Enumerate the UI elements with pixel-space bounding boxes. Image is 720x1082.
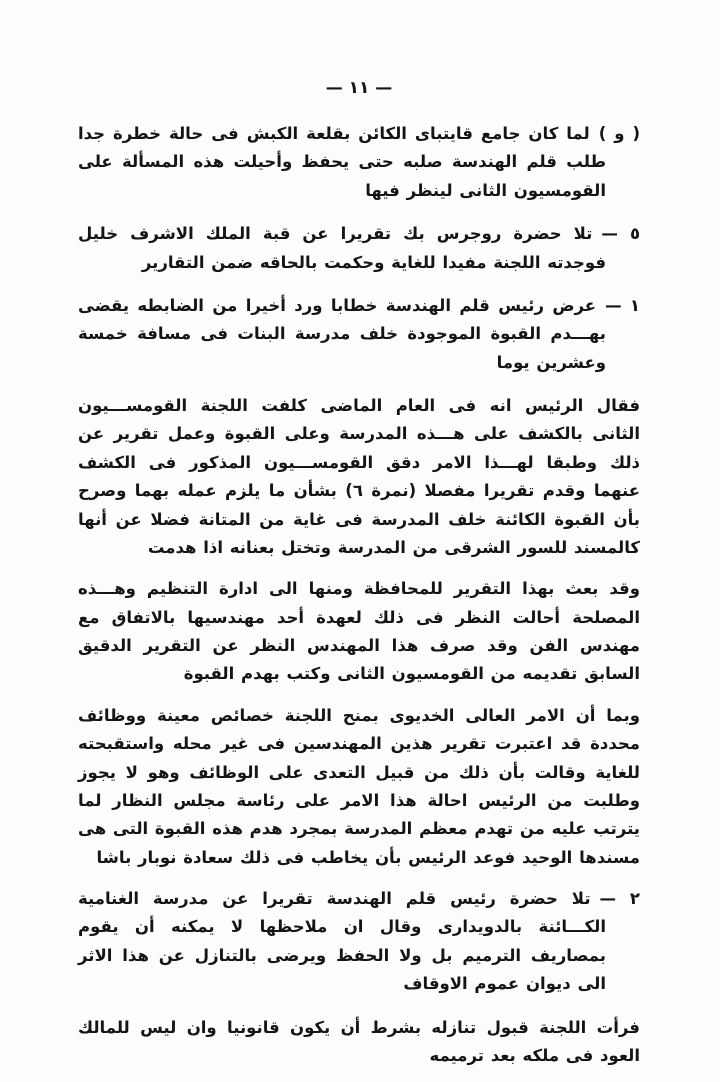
paragraph-body-3 bbox=[78, 702, 640, 872]
item-marker: ٥ — bbox=[601, 224, 641, 244]
paragraph-item-1 bbox=[78, 292, 640, 377]
paragraph-text: عرض رئيس قلم الهندسة خطابا ورد أخيرا من الضابطه يقضى بهـــدم القبوة الموجودة خلف مدرسة البنات فى مسافة خمسة وعشرين يوما bbox=[78, 295, 606, 372]
paragraph-item-2 bbox=[78, 885, 640, 999]
paragraph-text: لما كان جامع قايتباى الكائن بقلعة الكبش فى حالة خطرة جدا طلب قلم الهندسة صلبه حتى يحفظ وأحيلت هذه المسألة على القومسيون الثانى لينظر فيها bbox=[78, 124, 606, 200]
paragraph-text: وبما أن الامر العالى الخديوى بمنح اللجنة خصائص معينة ووظائف محددة قد اعتبرت تقرير هذين المهندسين فى غير محله واستقبحته للغاية وقالت بأن ذلك من قبيل التعدى على الوظائف وهو لا يجوز وطلبت من الرئيس احالة هذا الامر على رئاسة مجلس النظار لما يترتب عليه من تهدم معظم المدرسة بمجرد هدم هذه القبوة التى هى مسندها الوحيد فوعد الرئيس بأن يخاطب فى ذلك سعادة نوبار باشا bbox=[78, 705, 640, 867]
paragraph-text: فرأت اللجنة قبول تنازله بشرط أن يكون قانونيا وان ليس للمالك العود فى ملكه بعد ترميمه bbox=[78, 1017, 640, 1065]
item-marker: ١ — bbox=[605, 295, 640, 315]
paragraph-text: تلا حضرة روجرس بك تقريرا عن قبة الملك الاشرف خليل فوجدته اللجنة مفيدا للغاية وحكمت بالحاقه ضمن التقارير bbox=[78, 224, 606, 272]
paragraph-body-2 bbox=[78, 575, 640, 689]
paragraph-text: فقال الرئيس انه فى العام الماضى كلفت اللجنة القومســـيون الثانى بالكشف على هـــذه المدرسة وعلى القبوة وعمل تقرير عن ذلك وطبقا لهـــذا الامر دقق القومســـيون المذكور فى الكشف عنهما وقدم تقريرا مفصلا (نمرة ٦) بشأن ما يلزم عمله بهما وصرح بأن القبوة الكائنة خلف المدرسة فى غاية من المتانة فضلا عن أنها كالمسند للسور الشرقى من المدرسة وتختل بعنانه اذا هدمت bbox=[78, 396, 640, 557]
item-marker: ( و ) bbox=[598, 124, 641, 143]
paragraph-item-5 bbox=[78, 220, 640, 277]
paragraph-item-waw bbox=[78, 120, 640, 205]
item-marker: ٢ — bbox=[599, 889, 640, 908]
paragraph-text: تلا حضرة رئيس قلم الهندسة تقريرا عن مدرسة الغنامية الكـــائنة بالدويدارى وقال ان ملاحظها لا يمكنه أن يقوم بمصاريف الترميم بل ولا الحفظ ويرضى بالتنازل عن هذا الاثر الى ديوان عموم الاوقاف bbox=[78, 889, 606, 994]
paragraph-body-1 bbox=[78, 392, 640, 562]
paragraph-body-4 bbox=[78, 1014, 640, 1071]
page-number: — ١١ — bbox=[325, 78, 393, 98]
paragraph-text: وقد بعث بهذا التقرير للمحافظة ومنها الى ادارة التنظيم وهـــذه المصلحة أحالت النظر فى ذلك لعهدة أحد مهندسيها بالاتفاق مع مهندس الفن وقد صرف هذا المهندس النظر عن التقرير الدقيق السابق تقديمه من القومسيون الثانى وكتب بهدم القبوة bbox=[78, 579, 640, 684]
